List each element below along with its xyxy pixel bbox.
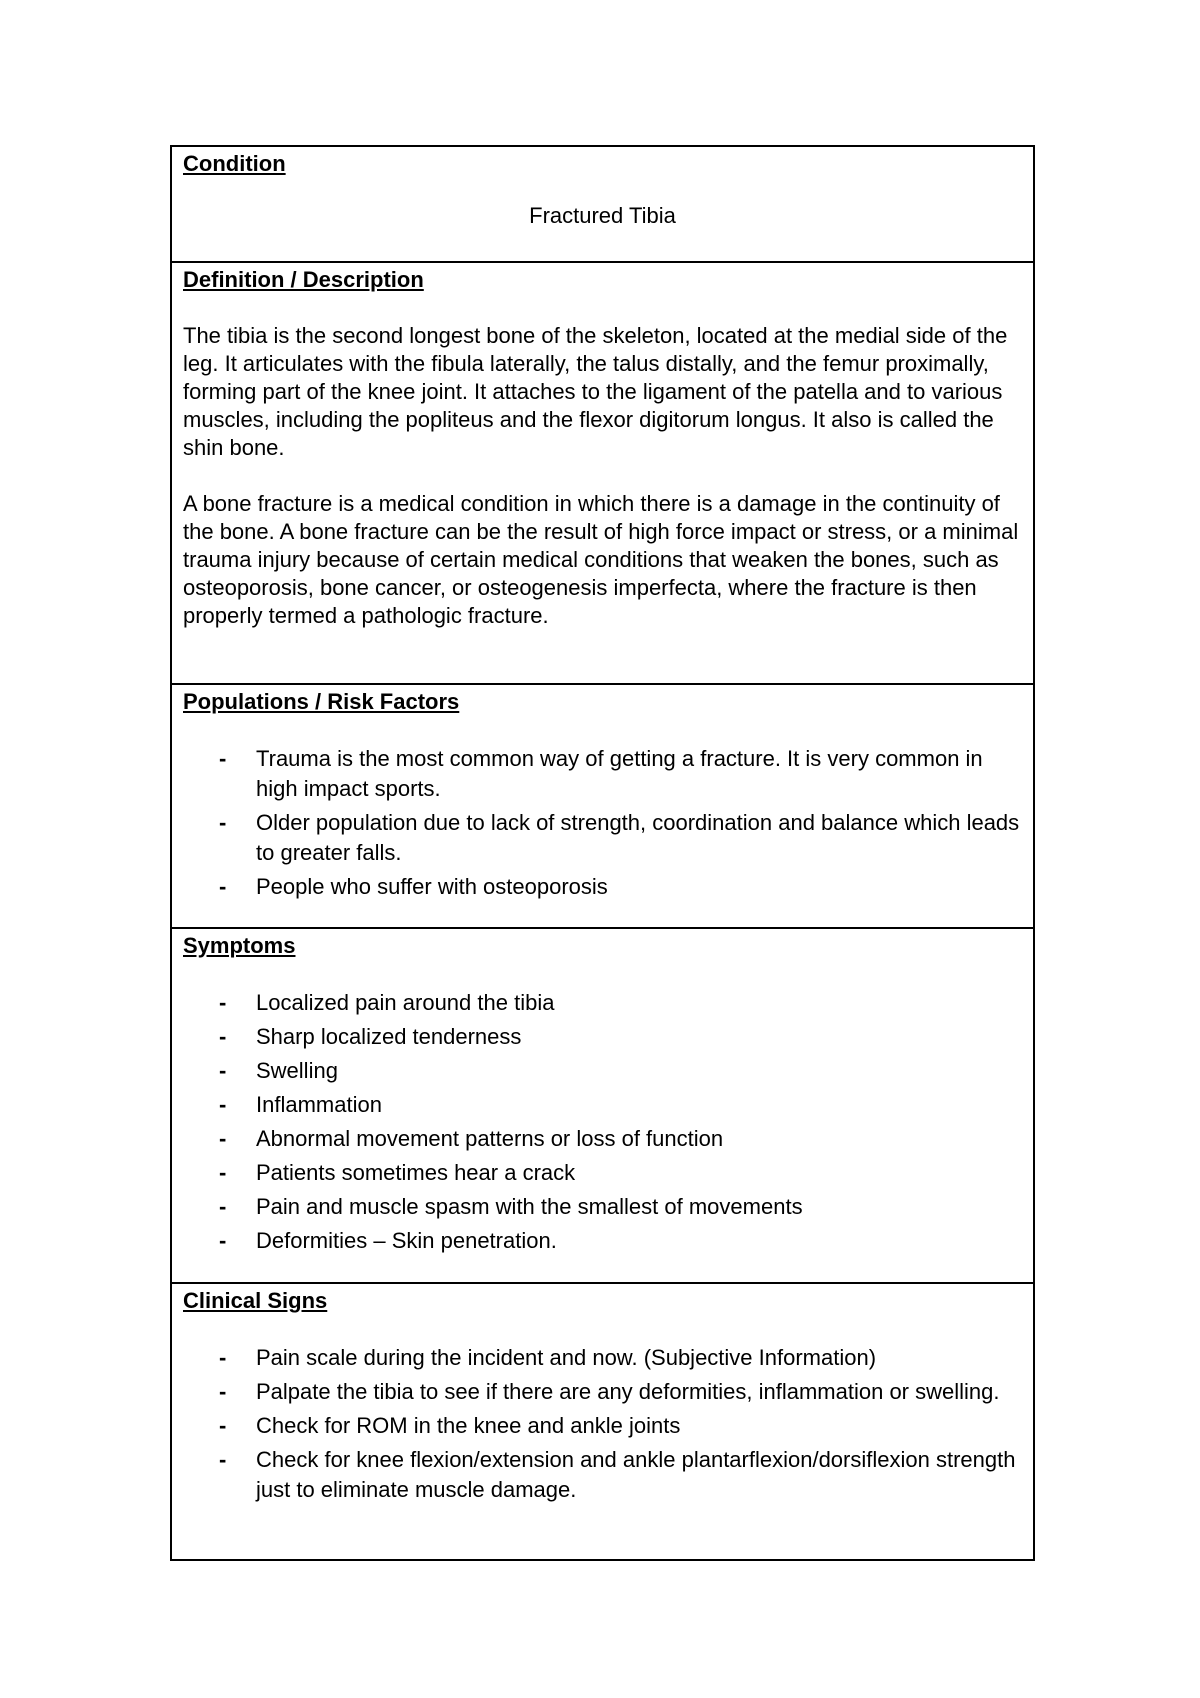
- list-item: [183, 1343, 1022, 1373]
- clinical-signs-heading: Clinical Signs: [183, 1288, 328, 1313]
- symptoms-row: [172, 927, 1033, 1282]
- list-item-text: Abnormal movement patterns or loss of function: [256, 1126, 724, 1151]
- definition-row: [172, 261, 1033, 683]
- list-item-text: Trauma is the most common way of getting a fracture. It is very common in high impact sports.: [256, 746, 983, 801]
- dash-bullet: -: [219, 1058, 227, 1083]
- list-item: [183, 988, 1022, 1018]
- list-item: [183, 1377, 1022, 1407]
- dash-bullet: -: [219, 874, 227, 899]
- dash-bullet: -: [219, 1160, 227, 1185]
- populations-heading: Populations / Risk Factors: [183, 689, 460, 714]
- dash-bullet: -: [219, 1413, 227, 1438]
- list-item-text: Inflammation: [256, 1092, 382, 1117]
- list-item: [183, 808, 1022, 868]
- list-item: [183, 1192, 1022, 1222]
- list-item-text: Pain scale during the incident and now. (Subjective Information): [256, 1345, 877, 1370]
- dash-bullet: -: [219, 1447, 227, 1472]
- list-item-text: Check for knee flexion/extension and ankle plantarflexion/dorsiflexion strength just to eliminate muscle damage.: [256, 1447, 1016, 1502]
- dash-bullet: -: [219, 990, 227, 1015]
- list-item-text: Patients sometimes hear a crack: [256, 1160, 576, 1185]
- dash-bullet: -: [219, 1228, 227, 1253]
- list-item-text: Older population due to lack of strength, coordination and balance which leads to greater falls.: [256, 810, 1020, 865]
- clinical-signs-row: [172, 1282, 1033, 1559]
- dash-bullet: -: [219, 1024, 227, 1049]
- list-item: [183, 744, 1022, 804]
- list-item: [183, 1445, 1022, 1505]
- list-item: [183, 1411, 1022, 1441]
- dash-bullet: -: [219, 746, 227, 771]
- list-item-text: Swelling: [256, 1058, 338, 1083]
- list-item-text: Check for ROM in the knee and ankle joints: [256, 1413, 681, 1438]
- condition-table: [170, 145, 1035, 1561]
- condition-row: [172, 147, 1033, 261]
- symptoms-list: [183, 988, 1022, 1256]
- list-item-text: Palpate the tibia to see if there are any deformities, inflammation or swelling.: [256, 1379, 1000, 1404]
- list-item: [183, 1124, 1022, 1154]
- dash-bullet: -: [219, 1092, 227, 1117]
- list-item: [183, 1226, 1022, 1256]
- list-item: [183, 1090, 1022, 1120]
- condition-heading: Condition: [183, 151, 286, 176]
- dash-bullet: -: [219, 1126, 227, 1151]
- populations-list: [183, 744, 1022, 902]
- list-item: [183, 872, 1022, 902]
- dash-bullet: -: [219, 1379, 227, 1404]
- list-item-text: Sharp localized tenderness: [256, 1024, 522, 1049]
- populations-row: [172, 683, 1033, 927]
- list-item-text: Deformities – Skin penetration.: [256, 1228, 557, 1253]
- symptoms-heading: Symptoms: [183, 933, 296, 958]
- list-item: [183, 1056, 1022, 1086]
- list-item-text: Pain and muscle spasm with the smallest of movements: [256, 1194, 803, 1219]
- clinical-signs-list: [183, 1343, 1022, 1505]
- condition-value: Fractured Tibia: [529, 203, 676, 228]
- list-item-text: People who suffer with osteoporosis: [256, 874, 608, 899]
- dash-bullet: -: [219, 810, 227, 835]
- definition-heading: Definition / Description: [183, 267, 424, 292]
- dash-bullet: -: [219, 1345, 227, 1370]
- list-item-text: Localized pain around the tibia: [256, 990, 555, 1015]
- definition-paragraph-fracture: A bone fracture is a medical condition in which there is a damage in the continuity of the bone. A bone fracture can be the result of high force impact or stress, or a minimal trauma injury because of certain medical conditions that weaken the bones, such as osteoporosis, bone cancer, or osteogenesis imperfecta, where the fracture is then properly termed a pathologic fracture.: [183, 491, 1019, 628]
- list-item: [183, 1158, 1022, 1188]
- dash-bullet: -: [219, 1194, 227, 1219]
- definition-paragraph-tibia: The tibia is the second longest bone of the skeleton, located at the medial side of the leg. It articulates with the fibula laterally, the talus distally, and the femur proximally, forming part of the knee joint. It attaches to the ligament of the patella and to various muscles, including the popliteus and the flexor digitorum longus. It also is called the shin bone.: [183, 323, 1008, 460]
- list-item: [183, 1022, 1022, 1052]
